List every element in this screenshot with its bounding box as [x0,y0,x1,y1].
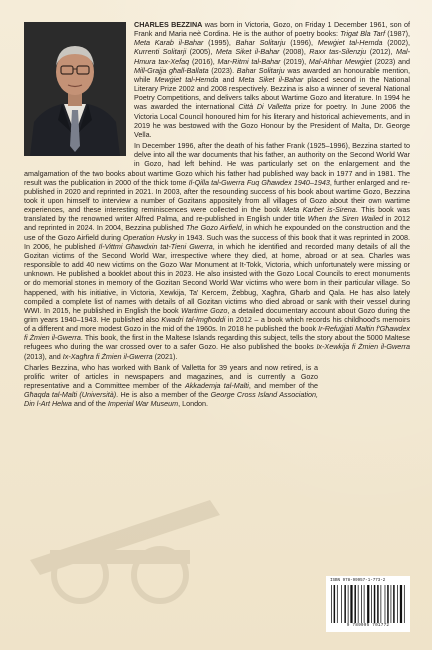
text: (2023). [208,65,237,75]
text: in 2012 and reprinted in 2024. In 2004, Bezzina published [24,214,410,233]
barcode-bars [330,585,406,623]
book-title: Ir-Refuġjati Maltin f'Għawdex fi Żmien il-Gwerra [24,324,411,343]
book-title: The Gozo Airfield [186,223,242,233]
barcode-bar [344,585,346,623]
text: (2016), [189,56,218,66]
barcode-bar [404,585,405,623]
book-title: Kurrenti Solitarji [134,47,187,57]
book-title: Meta Siket il-Bahar [238,74,304,84]
text: (1996), [285,38,318,48]
book-title: Mill-Grajja għall-Ballata [134,65,209,75]
book-title: Ix-Xagħra fi Żmien il-Gwerra [62,351,153,361]
text: and [218,74,239,84]
barcode-bar [341,585,342,623]
text: (1987), [384,29,410,39]
book-title: Il-Qilla tal-Gwerra Fuq Għawdex 1940–1943 [188,177,330,187]
author-portrait-image [24,22,126,156]
book-title: Mal-Hmura tax-Xefaq [134,47,410,66]
isbn-label: ISBN 978-99957-1-773-2 [330,579,386,583]
book-title: Meta Karbet is-Sirena [283,205,356,215]
book-title: Meta Karab il-Bahar [134,38,204,48]
text: was born in Victoria, Gozo, on Friday 1 December 1961, son of Frank and Maria neè Cordina. He is the author of poetry books: [134,20,410,39]
author-photo [24,22,126,156]
barcode-bar [393,585,395,623]
text: prize for poetry. In June 2006 the Victoria Local Council honoured him for his literary and historical achievements, and in 2019 he was bestowed with the Gozo Honour by the President of Malta, Dr. George Vella. [134,102,410,139]
text: in 1943. Such was the success of this book that it was reprinted in 2008. In 2006, he published [24,232,411,251]
book-title: Meta Siket il-Bahar [215,47,280,57]
book-title: Mar-Ritmi tal-Bahar [217,56,281,66]
book-title: Il-Vittmi Għawdxin tat-Tieni Gwerra [98,241,213,251]
book-title: Wartime Gozo [181,305,228,315]
cannon-watermark [10,410,310,610]
organisation-name: Imperial War Museum [107,399,179,409]
text: . This book was translated by the renowned writer Alfred Palma, and re-published in English under title [24,205,411,224]
barcode-bar [400,585,402,623]
text: . He is also a member of the [116,390,211,400]
barcode-bar [371,585,372,623]
text: (2013), and [24,351,63,361]
text: (2005), [186,47,216,57]
barcode-bar [331,585,332,623]
book-title: Raxx tas-Silenzju [309,47,367,57]
text: and of the [71,399,108,409]
book-title: Mewġiet tal-Hemda [317,38,383,48]
text: , further enlarged and re-published in 2020 and reprinted in 2021. In 2003, after the resounding success of his book about wartime Gozo, Bezzina took it upon himself to interview a number of Gozitans appositely from all villages of Gozo about their own wartime experiences, and these interesting reminiscences were collected in the book [24,177,410,215]
text: . This book, the first in the Maltese Islands regarding this subject, tells the story about the 5000 Maltese refugees who during the war crossed over to a safer Gozo. He also published the books [24,333,410,352]
text: was awarded an honourable mention, while [134,65,410,84]
text: Charles Bezzina, who has worked with Bank of Valletta for 39 years and now retired, is a prolific writer of articles in newspapers and magazines, and is currently a Gozo representative and a Committee member of the [24,362,318,391]
text: , and member of the [248,381,319,391]
barcode-bar [358,585,359,623]
book-title: Mewġiet tal-Hemda [154,74,219,84]
barcode-bar [367,585,369,623]
barcode-bar [374,585,376,623]
book-title: Trigat Bla Tarf [340,29,385,39]
barcode-bar [387,585,389,623]
text: , a detailed documentary account about Gozo during the grim years 1940–1943. He published also [24,305,410,324]
bio-paragraph-2 [24,141,410,361]
barcode-bar [350,585,352,623]
barcode-bar [334,585,336,623]
text: In December 1996, after the death of his father Frank (1925–1996), Bezzina started to delve into all the war documents that his father, an authority on the Second World War in Gozo, had left behind. He was particularly set on the enlargement and the amalgamation of the two books about wartime Gozo which his father had published way back in 1977 and in 1981. The result was the publication in 2000 of the thick tome [24,141,410,187]
text: (1995), [203,38,236,48]
prize-name: Città Di Valletta [238,102,292,112]
text: (2002), [382,38,410,48]
text: (2021). [152,351,178,361]
barcode-bar [354,585,356,623]
barcode-bar [377,585,379,623]
text: , London. [178,399,209,409]
barcode-bar [381,585,382,623]
barcode-bar [385,585,386,623]
author-name: CHARLES BEZZINA [134,20,203,29]
text: (2019), [280,56,309,66]
text: placed second in the National Literary Prize 2002 and 2008 respectively. Bezzina is also a winner of several National Poetry Competitions, and delivers talks about Wartime Gozo and literature. In 1994 he was awarded the international [134,74,410,112]
book-title: When the Siren Wailed [307,214,384,224]
book-title: Kwadri tal-Imgħoddi [161,315,226,324]
book-title: Ix-Xewkija fi Żmien il-Gwerra [316,342,410,352]
barcode-bar [348,585,349,623]
operation-name: Operation Husky [122,232,177,242]
bio-paragraph-3 [24,363,410,409]
text: , in which he expounded on the construction and the use of the Gozo Airfield during [24,223,410,242]
barcode-digits: 9 789995 701772 [346,623,390,628]
barcode-bar [364,585,365,623]
organisation-name: Għaqda tal-Malti (Università) [24,390,117,400]
text: in 2012 – a book which records his childhood's memoirs of a different and more modest Gozo in the mid of the 1960s. In 2018 he published the book [24,315,410,334]
text: , in which he identified and recorded many details of all the Gozitan victims of the Second World War, irrespective where they died, at home, abroad or at sea. Charles was responsible to add 40 new victims on the Gozo War Monument at It-Tokk, Victoria, which unfortunately were missing or unknown. He published a booklet about this in 2023. He also insisted with the Gozo Local Councils to erect monuments or do memorial stones in memory of the Gozitan Second World War victims who were born in their particular village. So happened, with his initiative, in Victoria, Xewkija, Ta' Kercem, Żebbug, Xagħra, Għarb and Qala. He has also lately compiled a complete list of names with details of all Gozitan victims who died abroad or sank with their vessel during WWI. In 2015, he published in English the book [24,241,410,315]
barcode-bar [337,585,338,623]
book-title: Bahar Solitarju [236,65,285,75]
book-title: Mal-Ahhar Mewġiet [308,56,372,66]
organisation-name: Akkademja tal-Malti [184,381,249,391]
text: (2023) and [371,56,411,66]
barcode-bar [391,585,392,623]
isbn-barcode [326,576,410,632]
book-title: Bahar Solitarju [235,38,286,48]
barcode-bar [361,585,362,623]
organisation-name: George Cross Island Association, Din l-Art Helwa [24,390,318,409]
barcode-bar [397,585,398,623]
text: (2008), [279,47,310,57]
text: (2012), [366,47,397,57]
